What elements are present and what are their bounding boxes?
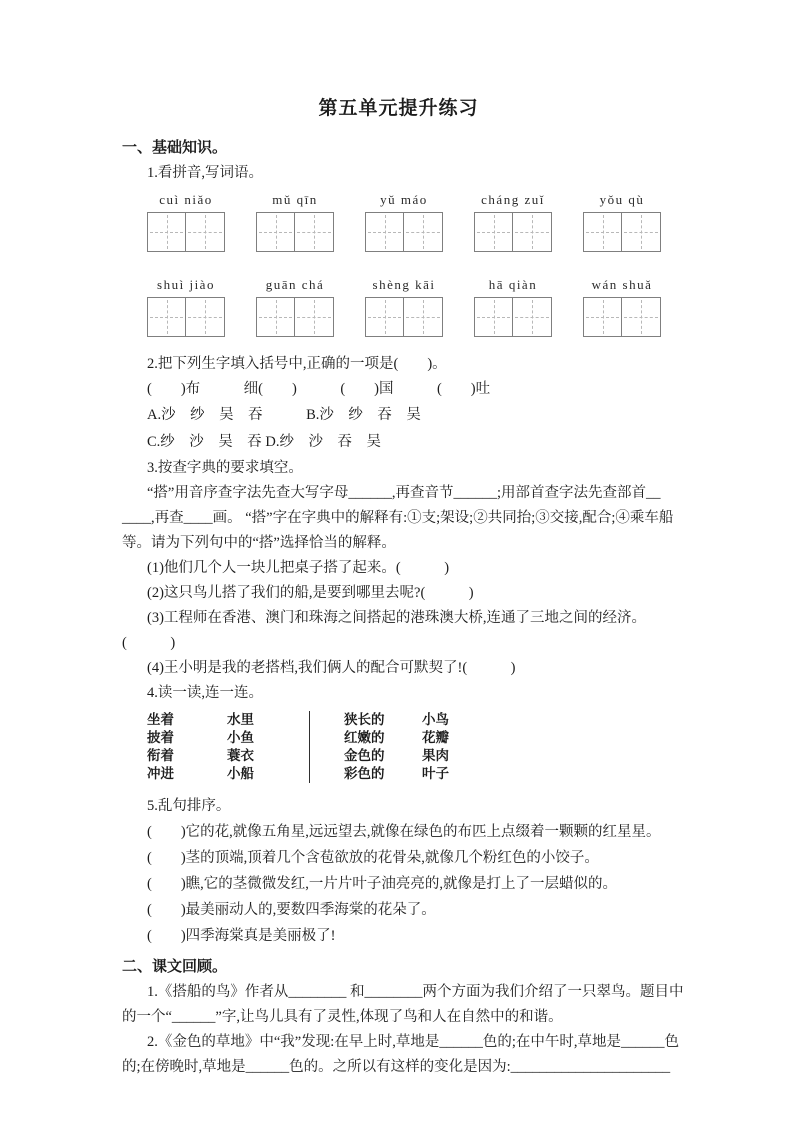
question-3-paragraph-line-1: “搭”用音序查字法先查大写字母______,再查音节______;用部首查字法先查部首__: [147, 485, 661, 501]
writing-cell: [186, 297, 225, 337]
review-item-2-line-1: 2.《金色的草地》中“我”发现:在早上时,草地是______色的;在中午时,草地是______色: [147, 1034, 680, 1050]
question-3-item-3: (3)工程师在香港、澳门和珠海之间搭起的港珠澳大桥,连通了三地之间的经济。: [147, 610, 647, 626]
match-group1-left-column: [147, 711, 227, 783]
match-word: 金色的: [344, 748, 385, 763]
writing-grid: [147, 212, 225, 252]
match-group1-right-column: [227, 711, 309, 783]
writing-cell: [583, 212, 622, 252]
writing-cell: [365, 212, 404, 252]
pinyin-word-group: [474, 189, 552, 252]
writing-cell: [404, 297, 443, 337]
review-item-2-line-2: 的;在傍晚时,草地是______色的。之所以有这样的变化是因为:______________________: [122, 1059, 671, 1075]
pinyin-label: hā qiàn: [488, 277, 538, 292]
question-5-item: ( )茎的顶端,顶着几个含苞欲放的花骨朵,就像几个粉红色的小饺子。: [147, 850, 599, 866]
question-3-item-4: (4)王小明是我的老搭档,我们俩人的配合可默契了!( ): [147, 660, 516, 676]
match-word: 花瓣: [422, 730, 449, 745]
pinyin-word-group: [147, 274, 225, 337]
pinyin-label: wán shuǎ: [591, 277, 653, 292]
section-2-heading: 二、课文回顾。: [122, 959, 228, 975]
pinyin-word-group: [474, 274, 552, 337]
writing-grid: [256, 297, 334, 337]
section-2: [122, 955, 684, 1080]
question-2-blanks: ( )布 细( ) ( )国 ( )吐: [147, 381, 491, 397]
pinyin-word-group: [583, 189, 661, 252]
writing-grid: [583, 297, 661, 337]
match-word: 蓑衣: [227, 748, 254, 763]
pinyin-label: yǔ máo: [380, 192, 428, 207]
pinyin-label: cuì niǎo: [159, 192, 213, 207]
pinyin-word-group: [147, 189, 225, 252]
writing-grid: [256, 212, 334, 252]
match-word: 红嫩的: [344, 730, 385, 745]
pinyin-label: shèng kāi: [372, 277, 436, 292]
question-3-label: 3.按查字典的要求填空。: [147, 460, 303, 476]
question-5: [122, 793, 675, 949]
question-5-item: ( )瞧,它的茎微微发红,一片片叶子油亮亮的,就像是打上了一层蜡似的。: [147, 876, 618, 892]
writing-cell: [474, 297, 513, 337]
question-2-options-ab: A.沙 纱 吴 吞 B.沙 纱 吞 吴: [147, 407, 421, 423]
match-word: 小船: [227, 766, 254, 781]
question-2-label: 2.把下列生字填入括号中,正确的一项是( )。: [147, 356, 447, 372]
question-5-item: ( )它的花,就像五角星,远远望去,就像在绿色的布匹上点缀着一颗颗的红星星。: [147, 824, 661, 840]
pinyin-label: cháng zuǐ: [481, 192, 545, 207]
question-3-item-3-blank: ( ): [122, 635, 176, 651]
review-item-1-line-1: 1.《搭船的鸟》作者从________ 和________两个方面为我们介绍了一只翠鸟。题目中: [147, 984, 684, 1000]
writing-cell: [186, 212, 225, 252]
writing-cell: [295, 297, 334, 337]
match-word: 果肉: [422, 748, 449, 763]
writing-cell: [513, 212, 552, 252]
writing-cell: [256, 212, 295, 252]
match-group2-left-column: [344, 711, 422, 783]
section-1-heading: 一、基础知识。: [122, 140, 228, 156]
pinyin-label: guān chá: [265, 277, 325, 292]
match-exercise: [147, 711, 675, 783]
question-5-item: ( )最美丽动人的,要数四季海棠的花朵了。: [147, 902, 436, 918]
writing-cell: [474, 212, 513, 252]
match-word: 披着: [147, 730, 174, 745]
question-5-item: ( )四季海棠真是美丽极了!: [147, 928, 336, 944]
pinyin-word-group: [583, 274, 661, 337]
pinyin-grid-row-2: [147, 274, 675, 337]
writing-cell: [513, 297, 552, 337]
pinyin-word-group: [365, 189, 443, 252]
match-word: 冲进: [147, 766, 174, 781]
writing-cell: [622, 297, 661, 337]
match-word: 小鱼: [227, 730, 254, 745]
writing-grid: [474, 212, 552, 252]
match-word: 衔着: [147, 748, 174, 763]
pinyin-word-group: [365, 274, 443, 337]
pinyin-word-group: [256, 189, 334, 252]
writing-grid: [365, 297, 443, 337]
pinyin-grid-row-1: [147, 189, 675, 252]
review-item-1-line-2: 的一个“______”字,让鸟儿具有了灵性,体现了鸟和人在自然中的和谐。: [122, 1009, 563, 1025]
writing-cell: [295, 212, 334, 252]
pinyin-label: yǒu qù: [599, 192, 645, 207]
match-word: 叶子: [422, 766, 449, 781]
match-word: 小鸟: [422, 712, 449, 727]
question-3-item-1: (1)他们几个人一块儿把桌子搭了起来。( ): [147, 560, 450, 576]
match-word: 彩色的: [344, 766, 385, 781]
question-2-options-cd: C.纱 沙 吴 吞 D.纱 沙 吞 吴: [147, 434, 382, 450]
writing-cell: [404, 212, 443, 252]
writing-cell: [622, 212, 661, 252]
page-title: 第五单元提升练习: [318, 98, 479, 119]
divider-line: [309, 711, 310, 783]
writing-cell: [147, 297, 186, 337]
writing-grid: [147, 297, 225, 337]
match-word: 坐着: [147, 712, 174, 727]
question-3-paragraph-line-3: 等。请为下列句中的“搭”选择恰当的解释。: [122, 535, 396, 551]
pinyin-label: mǔ qīn: [272, 192, 318, 207]
question-3-paragraph-line-2: ____,再查____画。 “搭”字在字典中的解释有:①支;架设;②共同抬;③交接,配合;④乘车船: [122, 510, 674, 526]
question-4-label: 4.读一读,连一连。: [147, 685, 263, 701]
pinyin-word-group: [256, 274, 334, 337]
question-1-label: 1.看拼音,写词语。: [147, 165, 263, 181]
question-3-item-2: (2)这只鸟儿搭了我们的船,是要到哪里去呢?( ): [147, 585, 474, 601]
match-group2-right-column: [422, 711, 449, 783]
writing-grid: [583, 212, 661, 252]
writing-cell: [365, 297, 404, 337]
question-5-label: 5.乱句排序。: [147, 798, 231, 814]
match-word: 狭长的: [344, 712, 385, 727]
writing-cell: [256, 297, 295, 337]
writing-grid: [365, 212, 443, 252]
writing-cell: [583, 297, 622, 337]
match-word: 水里: [227, 712, 254, 727]
writing-cell: [147, 212, 186, 252]
pinyin-label: shuì jiào: [157, 277, 215, 292]
writing-grid: [474, 297, 552, 337]
